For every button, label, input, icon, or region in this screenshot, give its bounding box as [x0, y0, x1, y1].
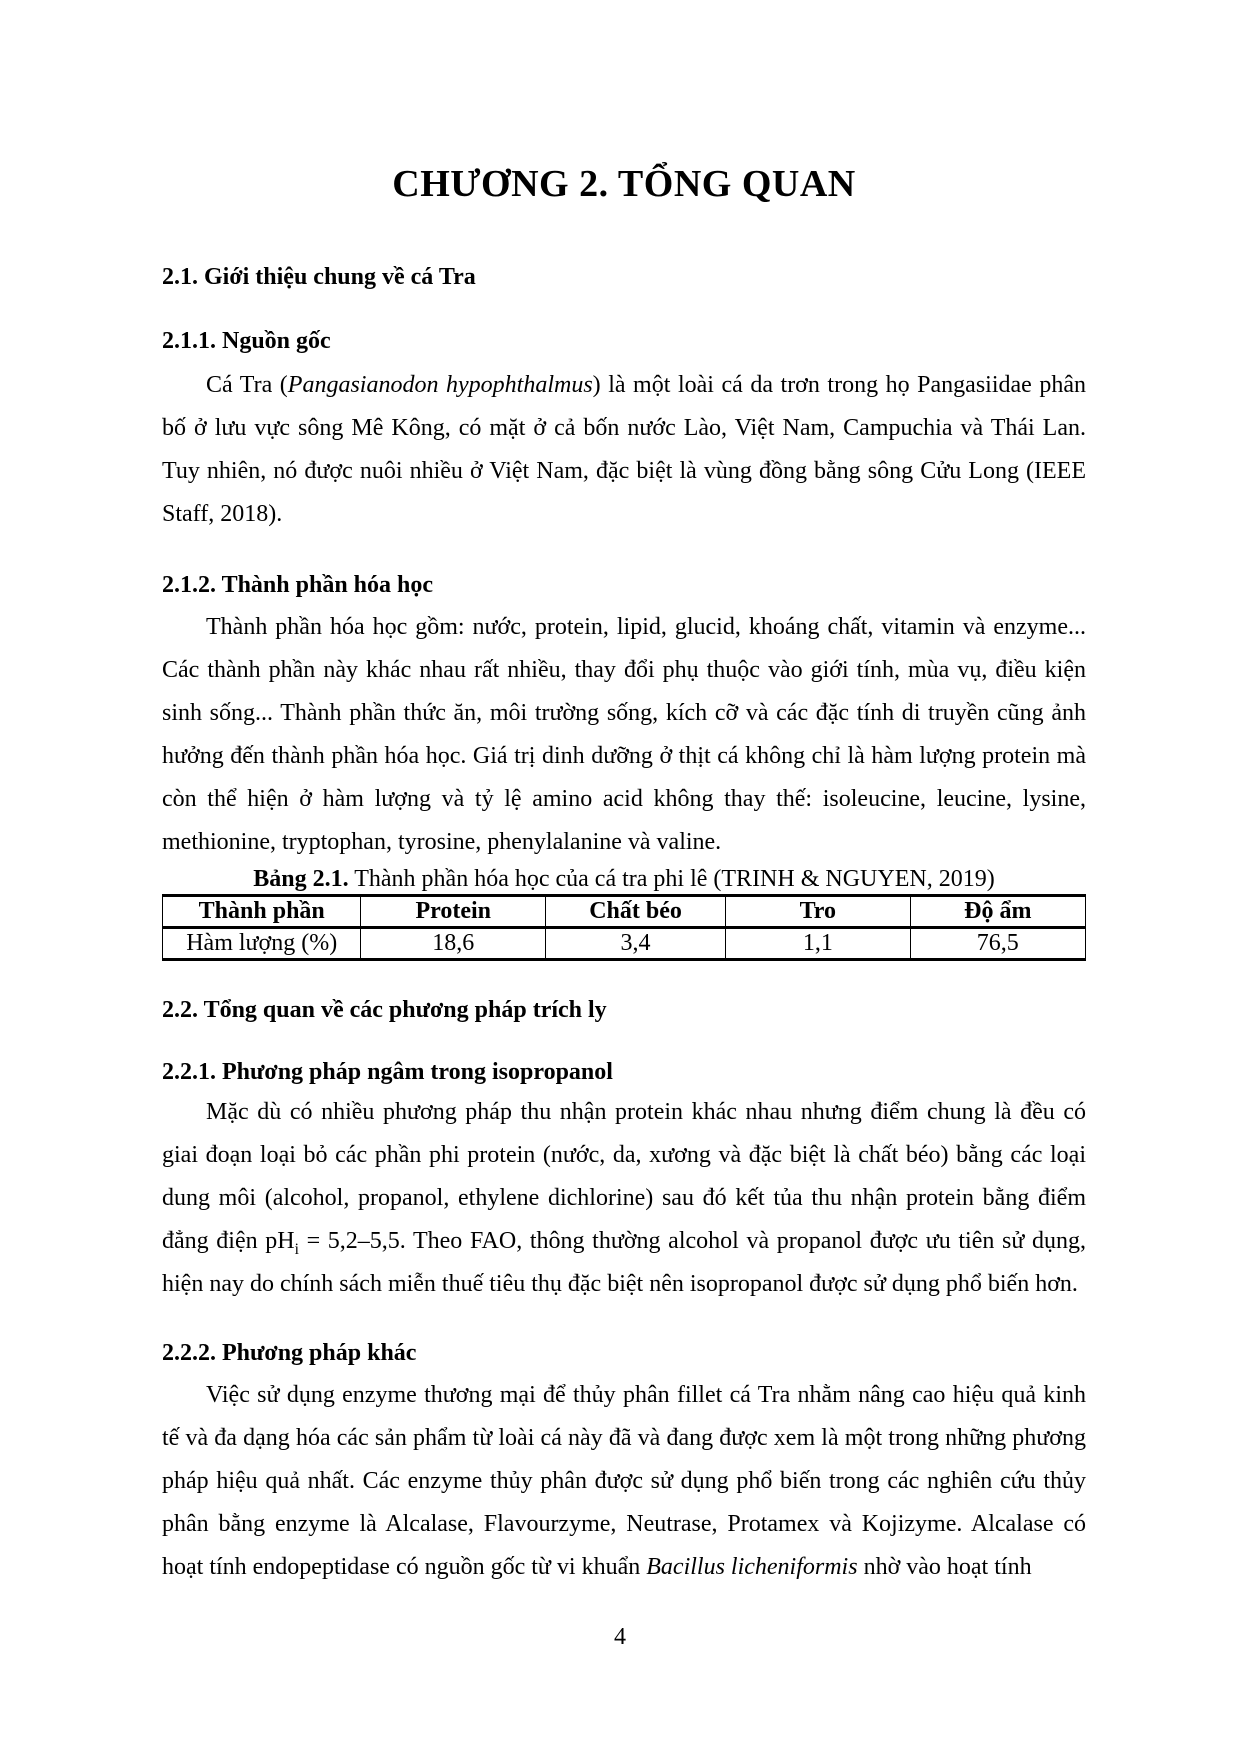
chapter-title: CHƯƠNG 2. TỔNG QUAN: [392, 163, 856, 205]
ph-subscript: i: [294, 1240, 299, 1258]
bacteria-name-italic: Bacillus licheniformis: [646, 1554, 858, 1580]
paragraph-run: Cá Tra (: [206, 372, 288, 398]
section-heading-2-1-1: 2.1.1. Nguồn gốc: [162, 328, 331, 354]
section-heading-2-2-2: 2.2.2. Phương pháp khác: [162, 1340, 417, 1366]
table-header-cell: Protein: [361, 896, 546, 928]
paragraph-run: nhờ vào hoạt tính: [857, 1554, 1032, 1580]
table-caption-label: Bảng 2.1.: [253, 866, 349, 892]
table-header-row: [163, 896, 1086, 928]
table-row: [163, 928, 1086, 960]
table-header-cell: Tro: [726, 896, 911, 928]
table-data-cell: 76,5: [910, 928, 1085, 960]
paragraph-isopropanol: [162, 1091, 1086, 1306]
table-header-cell: Chất béo: [546, 896, 726, 928]
section-heading-2-1: 2.1. Giới thiệu chung về cá Tra: [162, 264, 476, 290]
table-data-cell: 3,4: [546, 928, 726, 960]
table-header-cell: Thành phần: [163, 896, 361, 928]
paragraph-nguon-goc: [162, 364, 1086, 536]
page-number: 4: [614, 1624, 626, 1650]
paragraph-run: = 5,2–5,5. Theo FAO, thông thường alcohol và propanol được ưu tiên sử dụng, hiện nay do chính sách miễn thuế tiêu thụ đặc biệt nên isopropanol được sử dụng phổ biến hơn.: [162, 1228, 1086, 1297]
table-data-cell: 18,6: [361, 928, 546, 960]
table-caption-text: Thành phần hóa học của cá tra phi lê (TRINH & NGUYEN, 2019): [348, 866, 995, 892]
paragraph-run: Việc sử dụng enzyme thương mại để thủy phân fillet cá Tra nhằm nâng cao hiệu quả kinh tế và đa dạng hóa các sản phẩm từ loài cá này đã và đang được xem là một trong những phương pháp hiệu quả nhất. Các enzyme thủy phân được sử dụng phổ biến trong các nghiên cứu thủy phân bằng enzyme là Alcalase, Flavourzyme, Neutrase, Protamex và Kojizyme. Alcalase có hoạt tính endopeptidase có nguồn gốc từ vi khuẩn: [162, 1382, 1086, 1580]
composition-table: [162, 894, 1086, 961]
paragraph-run: Mặc dù có nhiều phương pháp thu nhận protein khác nhau nhưng điểm chung là đều có giai đoạn loại bỏ các phần phi protein (nước, da, xương và đặc biệt là chất béo) bằng các loại dung môi (alcohol, propanol, ethylene dichlorine) sau đó kết tủa thu nhận protein bằng điểm đẳng điện pH: [162, 1099, 1086, 1254]
table-header-cell: Độ ẩm: [910, 896, 1085, 928]
table-data-cell: Hàm lượng (%): [163, 928, 361, 960]
section-heading-2-1-2: 2.1.2. Thành phần hóa học: [162, 572, 434, 598]
section-heading-2-2-1: 2.2.1. Phương pháp ngâm trong isopropanol: [162, 1059, 613, 1085]
table-caption: [162, 864, 1086, 894]
paragraph-phuong-phap-khac: [162, 1374, 1086, 1589]
section-heading-2-2: 2.2. Tổng quan về các phương pháp trích ly: [162, 997, 607, 1023]
paragraph-run: ) là một loài cá da trơn trong họ Pangasiidae phân bố ở lưu vực sông Mê Kông, có mặt ở cả bốn nước Lào, Việt Nam, Campuchia và Thái Lan. Tuy nhiên, nó được nuôi nhiều ở Việt Nam, đặc biệt là vùng đồng bằng sông Cửu Long (IEEE Staff, 2018).: [162, 372, 1087, 527]
table-data-cell: 1,1: [726, 928, 911, 960]
species-name-italic: Pangasianodon hypophthalmus: [287, 372, 593, 398]
paragraph-thanh-phan-hoa-hoc: Thành phần hóa học gồm: nước, protein, lipid, glucid, khoáng chất, vitamin và enzyme... Các thành phần này khác nhau rất nhiều, thay đổi phụ thuộc vào giới tính, mùa vụ, điều kiện sinh sống... Thành phần thức ăn, môi trường sống, kích cỡ và các đặc tính di truyền cũng ảnh hưởng đến thành phần hóa học. Giá trị dinh dưỡng ở thịt cá không chỉ là hàm lượng protein mà còn thể hiện ở hàm lượng và tỷ lệ amino acid không thay thế: isoleucine, leucine, lysine, methionine, tryptophan, tyrosine, phenylalanine và valine.: [162, 614, 1086, 855]
